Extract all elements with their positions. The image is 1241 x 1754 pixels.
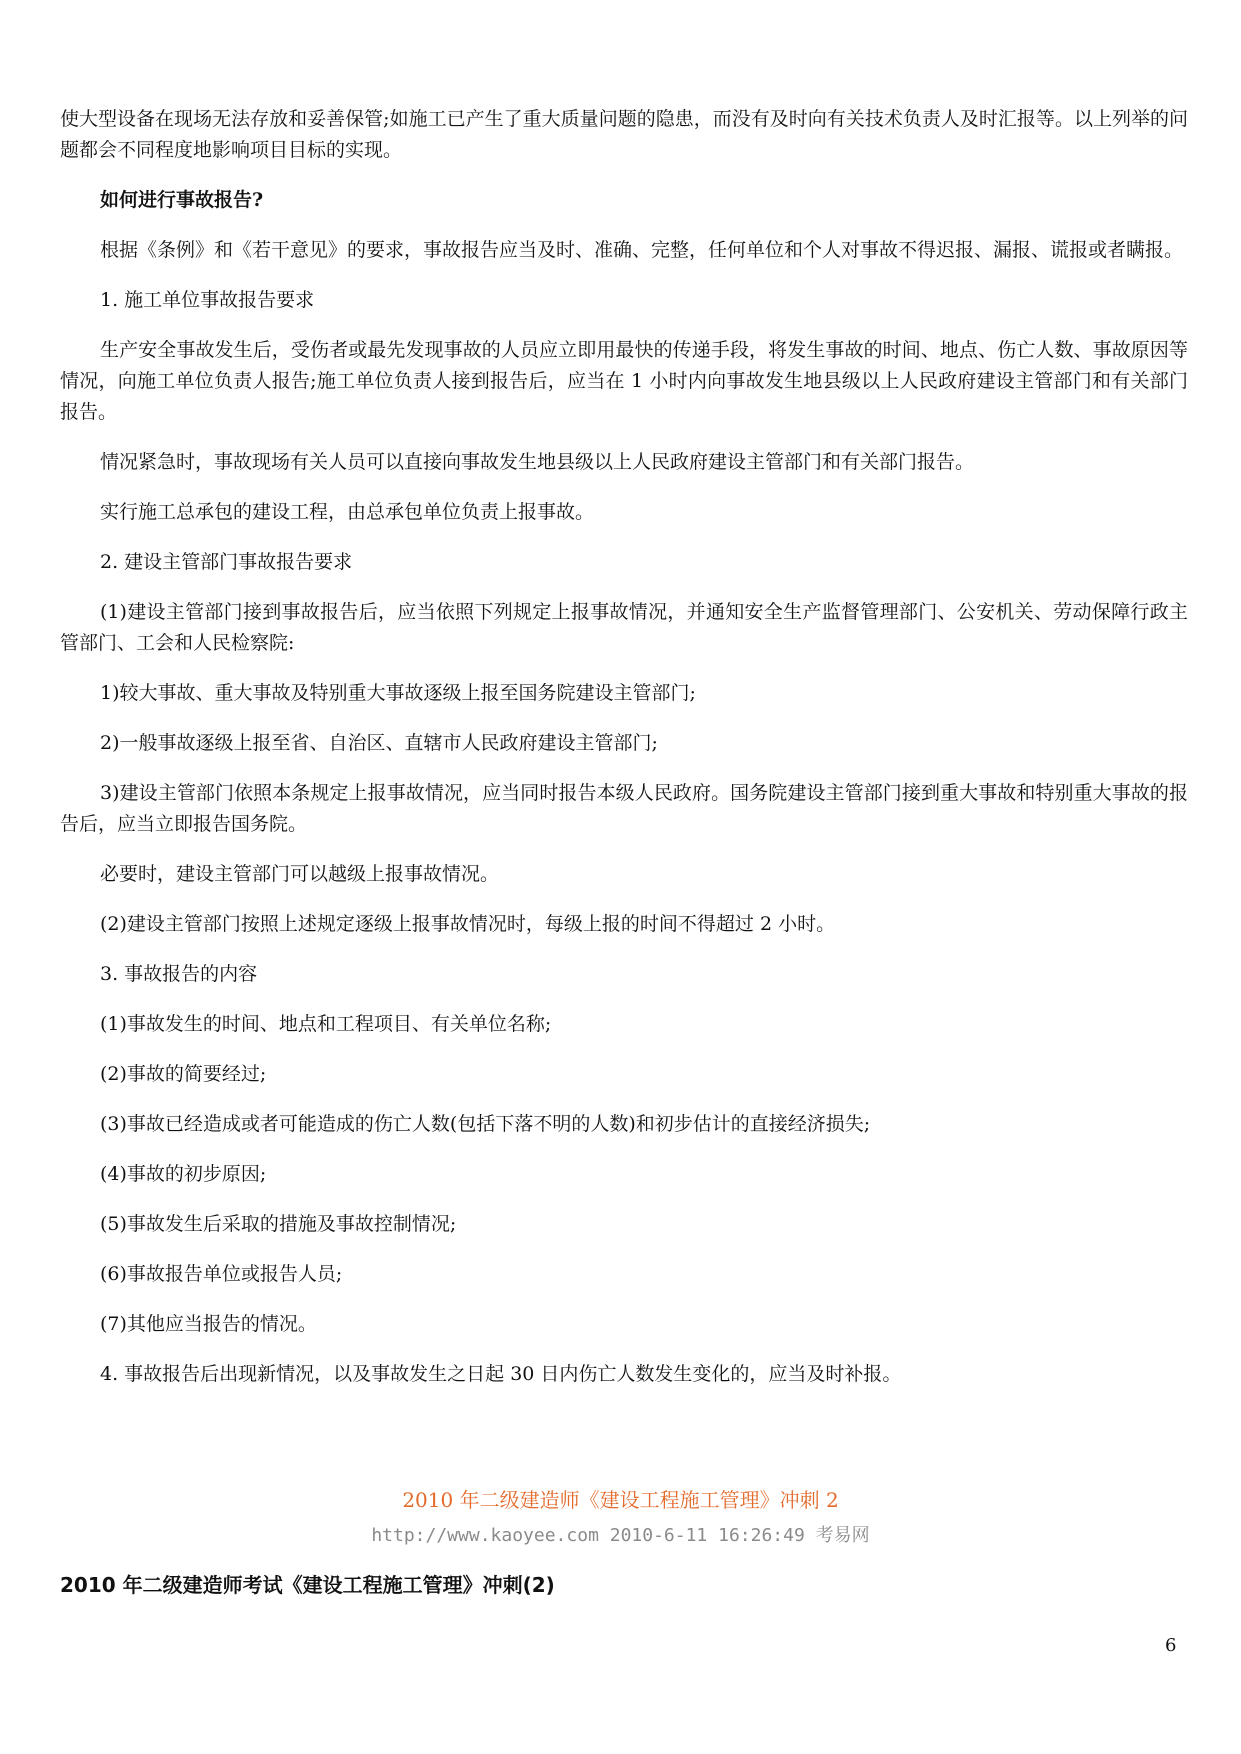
subheading: 1. 施工单位事故报告要求 (100, 289, 315, 311)
list-item: 2)一般事故逐级上报至省、自治区、直辖市人民政府建设主管部门; (100, 732, 658, 754)
paragraph: 4. 事故报告后出现新情况，以及事故发生之日起 30 日内伤亡人数发生变化的，应当及时补报。 (100, 1363, 902, 1385)
list-item: 3)建设主管部门依照本条规定上报事故情况，应当同时报告本级人民政府。国务院建设主管部门接到重大事故和特别重大事故的报告后，应当立即报告国务院。 (60, 782, 1188, 835)
paragraph: 必要时，建设主管部门可以越级上报事故情况。 (100, 863, 500, 885)
list-item: (7)其他应当报告的情况。 (100, 1313, 317, 1335)
list-item: (6)事故报告单位或报告人员; (100, 1263, 343, 1285)
page-number: 6 (1165, 1635, 1177, 1656)
subheading: 2. 建设主管部门事故报告要求 (100, 551, 353, 573)
list-item: (1)事故发生的时间、地点和工程项目、有关单位名称; (100, 1013, 552, 1035)
list-item: (2)事故的简要经过; (100, 1063, 267, 1085)
paragraph: 实行施工总承包的建设工程，由总承包单位负责上报事故。 (100, 501, 595, 523)
footer-source-line (0, 1523, 1241, 1549)
list-item: (3)事故已经造成或者可能造成的伤亡人数(包括下落不明的人数)和初步估计的直接经济损失; (100, 1113, 871, 1135)
question-heading: 如何进行事故报告? (100, 189, 264, 211)
footer-article-title[interactable]: 2010 年二级建造师《建设工程施工管理》冲刺 2 (402, 1488, 839, 1512)
paragraph: 根据《条例》和《若干意见》的要求，事故报告应当及时、准确、完整，任何单位和个人对事故不得迟报、漏报、谎报或者瞒报。 (100, 239, 1184, 261)
paragraph: (1)建设主管部门接到事故报告后，应当依照下列规定上报事故情况，并通知安全生产监督管理部门、公安机关、劳动保障行政主管部门、工会和人民检察院: (60, 601, 1188, 654)
paragraph: 使大型设备在现场无法存放和妥善保管;如施工已产生了重大质量问题的隐患，而没有及时向有关技术负责人及时汇报等。以上列举的问题都会不同程度地影响项目目标的实现。 (60, 108, 1188, 161)
section-heading: 2010 年二级建造师考试《建设工程施工管理》冲刺(2) (60, 1573, 555, 1597)
list-item: (5)事故发生后采取的措施及事故控制情况; (100, 1213, 457, 1235)
body-text (60, 104, 1188, 1390)
paragraph: 生产安全事故发生后，受伤者或最先发现事故的人员应立即用最快的传递手段，将发生事故的时间、地点、伤亡人数、事故原因等情况，向施工单位负责人报告;施工单位负责人接到报告后，应当在 1 小时内向事故发生地县级以上人民政府建设主管部门和有关部门报告。 (60, 339, 1188, 423)
paragraph: (2)建设主管部门按照上述规定逐级上报事故情况时，每级上报的时间不得超过 2 小时。 (100, 913, 836, 935)
footer-site-name: 考易网 (815, 1525, 870, 1546)
list-item: 1)较大事故、重大事故及特别重大事故逐级上报至国务院建设主管部门; (100, 682, 696, 704)
list-item: (4)事故的初步原因; (100, 1163, 267, 1185)
subheading: 3. 事故报告的内容 (100, 963, 258, 985)
footer-url-timestamp[interactable]: http://www.kaoyee.com 2010-6-11 16:26:49 (371, 1525, 805, 1546)
paragraph: 情况紧急时，事故现场有关人员可以直接向事故发生地县级以上人民政府建设主管部门和有关部门报告。 (100, 451, 975, 473)
